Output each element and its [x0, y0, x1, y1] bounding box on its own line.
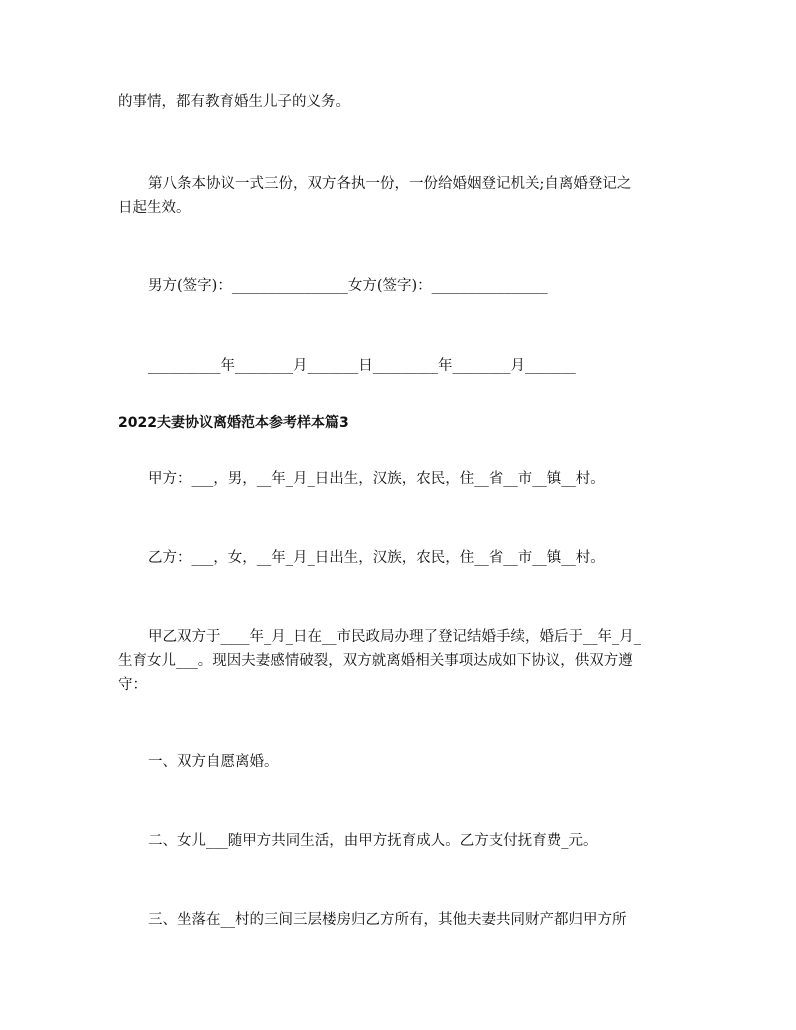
paragraph-line: 生育女儿___。现因夫妻感情破裂，双方就离婚相关事项达成如下协议，供双方遵 [118, 653, 633, 669]
paragraph-article-8: 第八条本协议一式三份，双方各执一份，一份给婚姻登记机关;自离婚登记之 [148, 176, 632, 192]
paragraph-line: 守： [118, 677, 147, 693]
clause-2: 二、女儿___随甲方共同生活，由甲方抚育成人。乙方支付抚育费_元。 [148, 833, 598, 849]
date-line: __________年________月_______日_________年________月_______ [148, 358, 576, 374]
party-b-line: 乙方：___，女，__年_月_日出生，汉族，农民，住__省__市__镇__村。 [148, 550, 605, 566]
signature-line: 男方(签字)：________________女方(签字)：________________ [148, 278, 548, 294]
section-heading: 2022夫妻协议离婚范本参考样本篇3 [118, 415, 349, 431]
paragraph-line: 日起生效。 [118, 200, 191, 216]
clause-3: 三、坐落在__村的三间三层楼房归乙方所有，其他夫妻共同财产都归甲方所 [148, 912, 627, 928]
clause-1: 一、双方自愿离婚。 [148, 754, 279, 770]
party-a-line: 甲方：___，男，__年_月_日出生，汉族，农民，住__省__市__镇__村。 [148, 471, 605, 487]
paragraph-line: 的事情，都有教育婚生儿子的义务。 [118, 94, 350, 110]
paragraph-line: 甲乙双方于____年_月_日在__市民政局办理了登记结婚手续，婚后于__年_月_ [148, 629, 641, 645]
